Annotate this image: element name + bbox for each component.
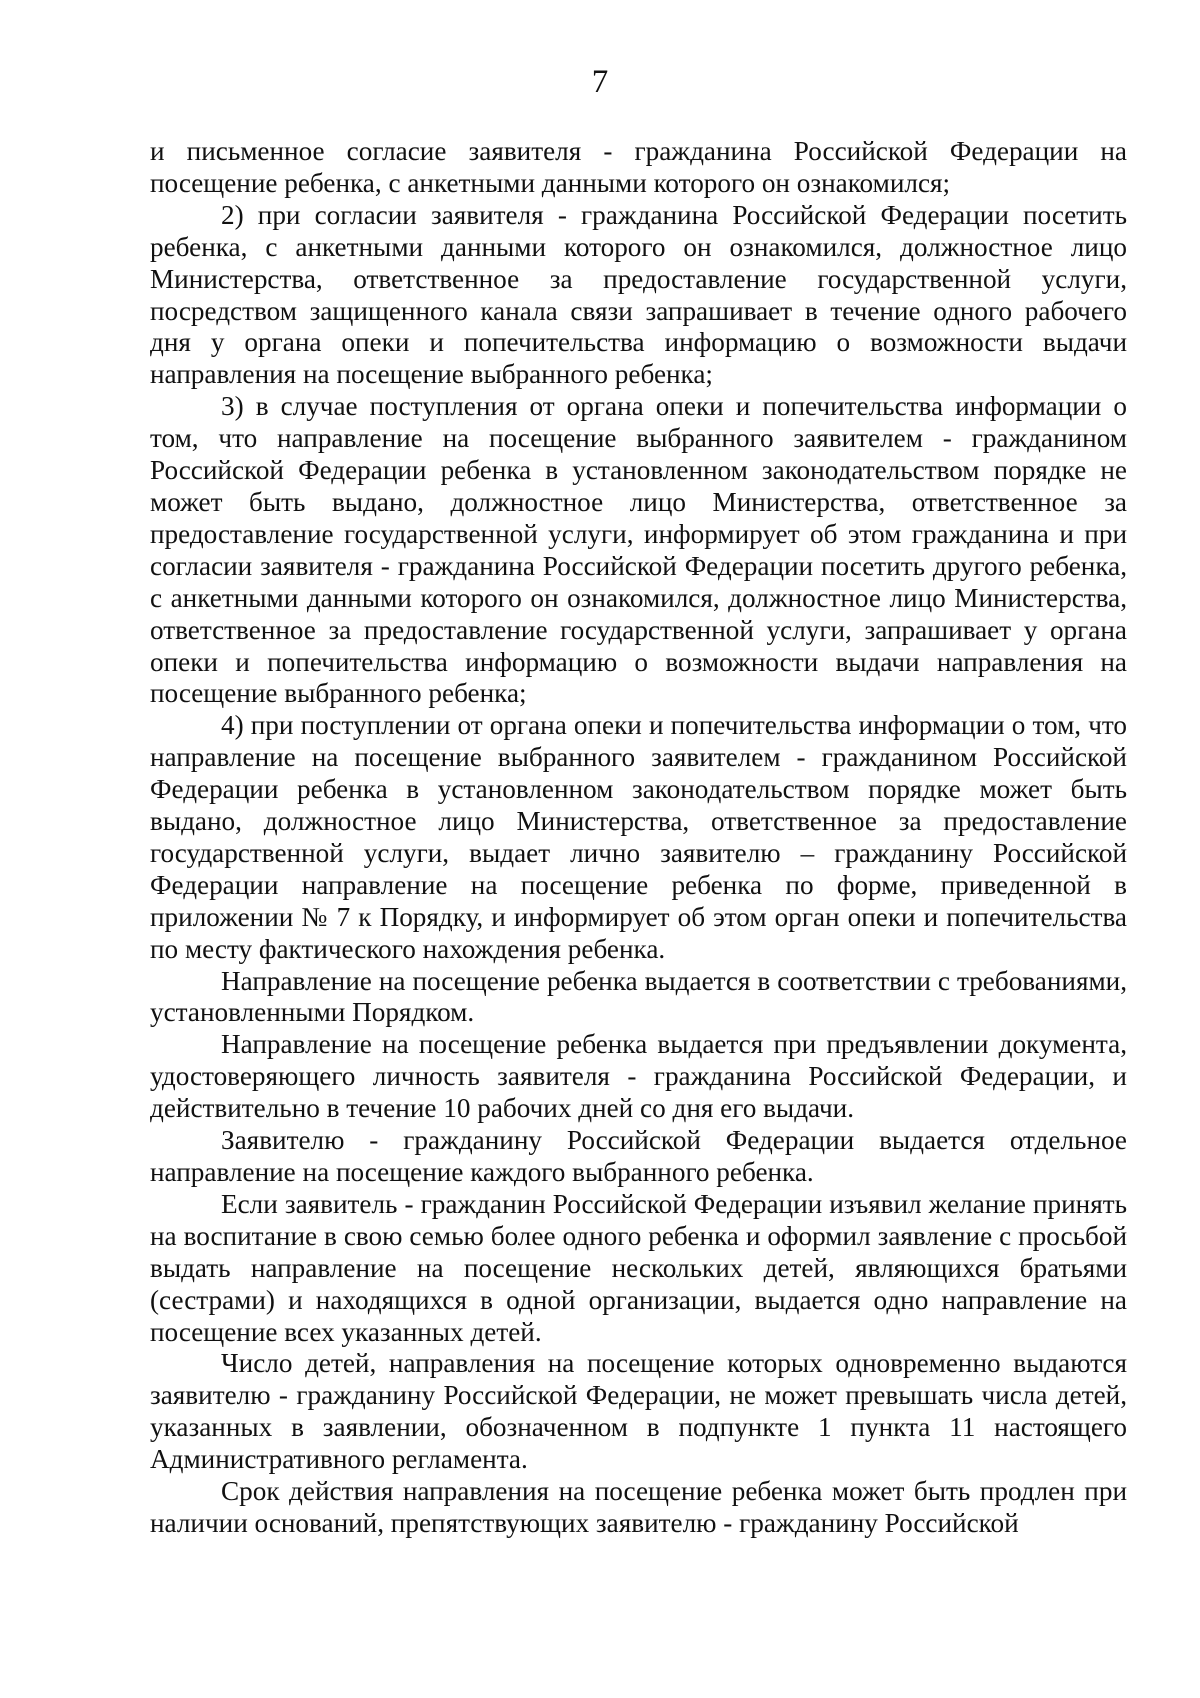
paragraph-children-count: Число детей, направления на посещение которых одновременно выдаются заявителю - гражданину Российской Федерации, не может превышать числа детей, указанных в заявлении, обозначенном в подпункте 1 пункта 11 настоящего Административного регламента. — [150, 1348, 1127, 1475]
paragraph-item-2: 2) при согласии заявителя - гражданина Российской Федерации посетить ребенка, с анкетными данными которого он ознакомился, должностное лицо Министерства, ответственное за предоставление государственной услуги, посредством защищенного канала связи запрашивает в течение одного рабочего дня у органа опеки и попечительства информацию о возможности выдачи направления на посещение выбранного ребенка; — [150, 199, 1127, 390]
paragraph-continuation: и письменное согласие заявителя - гражданина Российской Федерации на посещение ребенка, с анкетными данными которого он ознакомился; — [150, 136, 1127, 198]
paragraph-separate-referral: Заявителю - гражданину Российской Федерации выдается отдельное направление на посещение каждого выбранного ребенка. — [150, 1125, 1127, 1187]
paragraph-siblings: Если заявитель - гражданин Российской Федерации изъявил желание принять на воспитание в свою семью более одного ребенка и оформил заявление с просьбой выдать направление на посещение нескольких детей, являющихся братьями (сестрами) и находящихся в одной организации, выдается одно направление на посещение всех указанных детей. — [150, 1188, 1127, 1347]
paragraph-extension: Срок действия направления на посещение ребенка может быть продлен при наличии оснований, препятствующих заявителю - гражданину Российской — [150, 1476, 1127, 1538]
paragraph-item-4: 4) при поступлении от органа опеки и попечительства информации о том, что направление на посещение выбранного заявителем - гражданином Российской Федерации ребенка в установленном законодательством порядке может быть выдано, должностное лицо Министерства, ответственное за предоставление государственной услуги, выдает лично заявителю – гражданину Российской Федерации направление на посещение ребенка по форме, приведенной в приложении № 7 к Порядку, и информирует об этом орган опеки и попечительства по месту фактического нахождения ребенка. — [150, 710, 1127, 964]
paragraph-identity-document: Направление на посещение ребенка выдается при предъявлении документа, удостоверяющего личность заявителя - гражданина Российской Федерации, и действительно в течение 10 рабочих дней со дня его выдачи. — [150, 1029, 1127, 1124]
page-number: 7 — [591, 64, 609, 100]
document-body — [150, 136, 1127, 1540]
paragraph-issue-requirements: Направление на посещение ребенка выдается в соответствии с требованиями, установленными Порядком. — [150, 965, 1127, 1028]
paragraph-item-3: 3) в случае поступления от органа опеки и попечительства информации о том, что направление на посещение выбранного заявителем - гражданином Российской Федерации ребенка в установленном законодательством порядке не может быть выдано, должностное лицо Министерства, ответственное за предоставление государственной услуги, информирует об этом гражданина и при согласии заявителя - гражданина Российской Федерации посетить другого ребенка, с анкетными данными которого он ознакомился, должностное лицо Министерства, ответственное за предоставление государственной услуги, запрашивает у органа опеки и попечительства информацию о возможности выдачи направления на посещение выбранного ребенка; — [150, 391, 1127, 709]
